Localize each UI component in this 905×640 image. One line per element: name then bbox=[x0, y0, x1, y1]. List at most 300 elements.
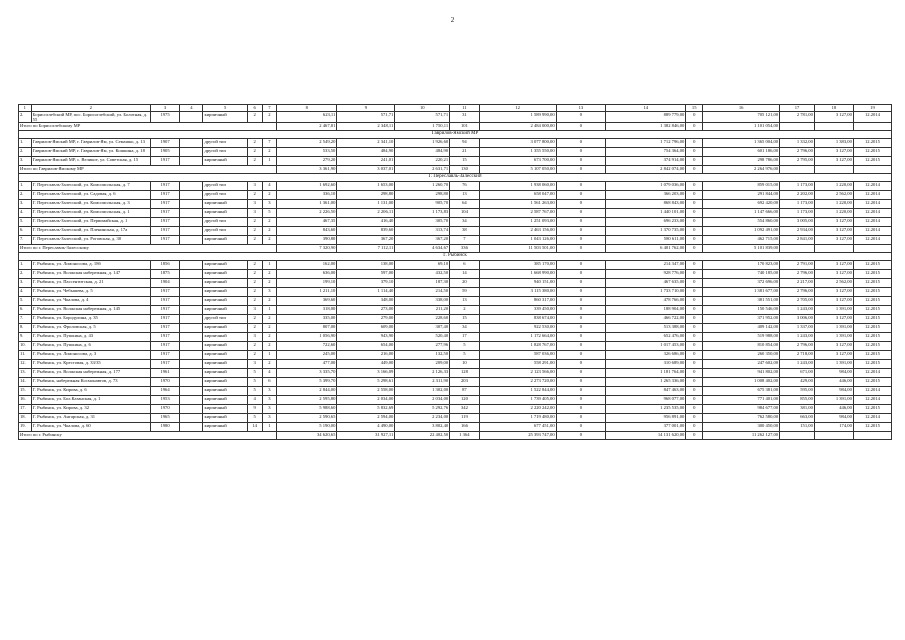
table-cell: 0 bbox=[556, 218, 606, 227]
table-cell: 12.2014 bbox=[853, 387, 891, 396]
table-row bbox=[19, 200, 892, 209]
column-number: 6 bbox=[247, 105, 262, 112]
table-cell: 1917 bbox=[150, 324, 180, 333]
table-cell: 0 bbox=[686, 261, 703, 270]
table-cell: 2 234,00 bbox=[395, 414, 450, 423]
total-cell bbox=[853, 245, 891, 253]
table-cell: 5. bbox=[19, 218, 32, 227]
table-cell: 0 bbox=[556, 261, 606, 270]
table-cell: 2 bbox=[247, 288, 262, 297]
table-cell: 1. bbox=[19, 182, 32, 191]
table-cell: 15 bbox=[450, 157, 480, 166]
table-cell: 0 bbox=[556, 324, 606, 333]
total-cell: 2 467,81 bbox=[277, 123, 337, 131]
table-cell: 3 127,00 bbox=[814, 112, 853, 123]
table-cell: кирпичный bbox=[203, 378, 247, 387]
table-cell: 1917 bbox=[150, 360, 180, 369]
table-cell: 1917 bbox=[150, 351, 180, 360]
section-row bbox=[19, 253, 892, 261]
table-cell bbox=[180, 148, 203, 157]
table-cell: Г. Переславль-Залесский, ул. Комсомольская, д. 1 bbox=[31, 209, 150, 218]
total-cell: 0 bbox=[686, 166, 703, 174]
table-cell bbox=[180, 157, 203, 166]
table-cell: 2. bbox=[19, 270, 32, 279]
table-cell: 0 bbox=[686, 139, 703, 148]
table-cell: 298 786,00 bbox=[703, 157, 780, 166]
table-cell: 1 391,00 bbox=[814, 360, 853, 369]
table-cell: 3 127,00 bbox=[814, 270, 853, 279]
table-cell: 214 347,00 bbox=[606, 261, 686, 270]
total-cell bbox=[814, 123, 853, 131]
section-row bbox=[19, 131, 892, 139]
table-cell: 1 370 735,00 bbox=[606, 227, 686, 236]
table-cell: 12.2015 bbox=[853, 324, 891, 333]
table-cell: 0 bbox=[686, 279, 703, 288]
table-cell: 1 bbox=[262, 261, 277, 270]
table-cell: 12.2015 bbox=[853, 157, 891, 166]
table-cell: 0 bbox=[556, 315, 606, 324]
table-cell: 245,00 bbox=[277, 351, 337, 360]
table-cell: 1 220,00 bbox=[814, 182, 853, 191]
table-cell: 3 bbox=[262, 405, 277, 414]
table-cell: 2 bbox=[262, 191, 277, 200]
table-cell: 2 034,00 bbox=[337, 396, 395, 405]
table-cell: 1917 bbox=[150, 200, 180, 209]
total-row bbox=[19, 245, 892, 253]
table-cell: 940 151,00 bbox=[479, 279, 556, 288]
table-row bbox=[19, 148, 892, 157]
table-cell: 0 bbox=[686, 324, 703, 333]
table-cell: 984,00 bbox=[814, 369, 853, 378]
table-cell: Гаврилов-Ямский МР, г. Гаврилов-Ям, ул. Семашко, д. 13 bbox=[31, 139, 150, 148]
table-cell: 338,00 bbox=[395, 297, 450, 306]
table-cell: 174,00 bbox=[814, 423, 853, 432]
table-cell: 1 260,70 bbox=[395, 182, 450, 191]
table-cell: 336,10 bbox=[277, 191, 337, 200]
table-cell: 2 796,00 bbox=[780, 342, 815, 351]
table-cell: Г. Переславль-Залесский, ул. Пленинская, д. 17а bbox=[31, 227, 150, 236]
table-cell: 279,20 bbox=[277, 157, 337, 166]
table-cell: 307,40 bbox=[395, 324, 450, 333]
table-cell: 326 686,00 bbox=[606, 351, 686, 360]
table-cell: 478 766,00 bbox=[606, 297, 686, 306]
table-cell: 3 bbox=[262, 200, 277, 209]
table-cell: 19. bbox=[19, 423, 32, 432]
table-row bbox=[19, 182, 892, 191]
total-row bbox=[19, 123, 892, 131]
total-cell: 2 484 000,00 bbox=[479, 123, 556, 131]
table-cell: 17 bbox=[450, 333, 480, 342]
total-cell: 22 402,50 bbox=[395, 432, 450, 440]
table-cell: 0 bbox=[556, 423, 606, 432]
table-cell: 2 bbox=[247, 227, 262, 236]
table-cell bbox=[180, 279, 203, 288]
table-cell: 984,00 bbox=[814, 387, 853, 396]
table-cell: 21 bbox=[450, 148, 480, 157]
table-cell: Г. Рыбинск, ул. Бородулина, д. 35 bbox=[31, 315, 150, 324]
table-cell: 0 bbox=[686, 423, 703, 432]
table-cell: 5 988,60 bbox=[277, 405, 337, 414]
table-cell: 554 860,00 bbox=[703, 218, 780, 227]
table-cell: 12.2015 bbox=[853, 378, 891, 387]
table-cell: 2 341,10 bbox=[337, 139, 395, 148]
table-cell: 0 bbox=[686, 405, 703, 414]
table-cell: 0 bbox=[686, 342, 703, 351]
table-row bbox=[19, 369, 892, 378]
table-cell: 1 220,00 bbox=[814, 209, 853, 218]
table-cell: 4. bbox=[19, 288, 32, 297]
table-cell: 663,00 bbox=[780, 414, 815, 423]
total-label: Итого по г. Переславль-Залесскому bbox=[19, 245, 277, 253]
table-cell: кирпичный bbox=[203, 157, 247, 166]
table-cell: 1 522 844,00 bbox=[479, 387, 556, 396]
table-cell: 2 206,11 bbox=[337, 209, 395, 218]
table-cell: 138,00 bbox=[337, 261, 395, 270]
table-cell: 1 bbox=[262, 423, 277, 432]
table-cell: 3 802,40 bbox=[395, 423, 450, 432]
table-cell: 3 127,00 bbox=[814, 261, 853, 270]
table-cell: кирпичный bbox=[203, 387, 247, 396]
table-cell: кирпичный bbox=[203, 405, 247, 414]
table-cell: 12.2015 bbox=[853, 351, 891, 360]
table-cell: 519 988,00 bbox=[703, 333, 780, 342]
table-cell: 2 bbox=[247, 236, 262, 245]
table-cell: 0 bbox=[686, 315, 703, 324]
table-cell: 922 530,00 bbox=[479, 324, 556, 333]
table-cell bbox=[180, 261, 203, 270]
table-cell: 12.2015 bbox=[853, 148, 891, 157]
total-cell bbox=[853, 123, 891, 131]
table-cell bbox=[180, 200, 203, 209]
column-number: 5 bbox=[203, 105, 247, 112]
table-cell bbox=[180, 227, 203, 236]
table-cell: 241,01 bbox=[337, 157, 395, 166]
table-cell: 652 476,00 bbox=[606, 333, 686, 342]
table-cell bbox=[180, 236, 203, 245]
table-cell: 1 739 405,00 bbox=[479, 396, 556, 405]
table-cell: 762 580,00 bbox=[703, 414, 780, 423]
table-cell: 120 bbox=[450, 396, 480, 405]
table-cell: 0 bbox=[556, 396, 606, 405]
total-label: Итого по г. Рыбинску bbox=[19, 432, 277, 440]
table-cell: 12.2015 bbox=[853, 360, 891, 369]
table-cell: 3 127,00 bbox=[814, 297, 853, 306]
table-row bbox=[19, 360, 892, 369]
table-cell: Борисоглебский МР, пос. Борисоглебский, ул. Болотная, д. 55 bbox=[31, 112, 150, 123]
table-row bbox=[19, 342, 892, 351]
total-cell bbox=[780, 166, 815, 174]
table-cell: 1 056,90 bbox=[277, 333, 337, 342]
table-cell: 12.2015 bbox=[853, 306, 891, 315]
table-cell: 1 383,00 bbox=[814, 139, 853, 148]
table-cell bbox=[180, 209, 203, 218]
table-cell: другой тип bbox=[203, 182, 247, 191]
table-cell: 132,50 bbox=[395, 351, 450, 360]
table-cell: 0 bbox=[686, 396, 703, 405]
table-cell: 1 828 767,00 bbox=[479, 342, 556, 351]
table-row bbox=[19, 139, 892, 148]
table-cell: 2 202,00 bbox=[780, 191, 815, 200]
table-cell: 1917 bbox=[150, 182, 180, 191]
total-cell: 1 382 846,00 bbox=[606, 123, 686, 131]
table-cell: кирпичный bbox=[203, 333, 247, 342]
table-cell: 12.2014 bbox=[853, 209, 891, 218]
table-cell: 484,90 bbox=[395, 148, 450, 157]
table-cell: 0 bbox=[686, 218, 703, 227]
total-cell: 7 112,11 bbox=[337, 245, 395, 253]
total-cell: 6 401 762,00 bbox=[606, 245, 686, 253]
table-cell: другой тип bbox=[203, 315, 247, 324]
table-cell: кирпичный bbox=[203, 261, 247, 270]
table-cell: 807,00 bbox=[277, 324, 337, 333]
table-cell: 2 311,90 bbox=[395, 378, 450, 387]
table-row bbox=[19, 227, 892, 236]
total-cell: 0 bbox=[556, 245, 606, 253]
table-cell: 5 bbox=[247, 378, 262, 387]
table-cell: 2 bbox=[247, 342, 262, 351]
table-cell: 860 317,00 bbox=[479, 297, 556, 306]
table-cell: 2 273 720,00 bbox=[479, 378, 556, 387]
total-cell: 3 037,01 bbox=[337, 166, 395, 174]
table-cell: 7 bbox=[450, 236, 480, 245]
total-cell: 1 101 054,00 bbox=[703, 123, 780, 131]
table-cell: 1 589 990,00 bbox=[479, 112, 556, 123]
table-cell: 6. bbox=[19, 227, 32, 236]
table-cell: 1 653,00 bbox=[337, 182, 395, 191]
table-cell: 1917 bbox=[150, 218, 180, 227]
table-cell: кирпичный bbox=[203, 200, 247, 209]
table-cell: 1856 bbox=[150, 261, 180, 270]
table-cell: 416,40 bbox=[337, 218, 395, 227]
table-cell: 3 bbox=[262, 288, 277, 297]
table-cell: 0 bbox=[556, 351, 606, 360]
table-cell: 0 bbox=[686, 148, 703, 157]
table-cell: 4 490,00 bbox=[337, 423, 395, 432]
table-cell: 2 796,00 bbox=[780, 288, 815, 297]
table-cell: 7. bbox=[19, 315, 32, 324]
table-cell bbox=[180, 378, 203, 387]
column-number: 10 bbox=[395, 105, 450, 112]
table-row bbox=[19, 333, 892, 342]
table-cell: 12.2014 bbox=[853, 369, 891, 378]
table-cell: 10 bbox=[450, 360, 480, 369]
table-row bbox=[19, 112, 892, 123]
table-cell: 0 bbox=[686, 414, 703, 423]
column-number: 11 bbox=[450, 105, 480, 112]
table-cell: 367,20 bbox=[337, 236, 395, 245]
total-cell: 0 bbox=[556, 123, 606, 131]
total-row bbox=[19, 166, 892, 174]
table-cell bbox=[180, 414, 203, 423]
table-cell: Г. Рыбинск, ул. Ангарская, д. 31 bbox=[31, 414, 150, 423]
table-cell: 12.2014 bbox=[853, 191, 891, 200]
table-cell: 0 bbox=[556, 227, 606, 236]
table-cell: 12.2015 bbox=[853, 315, 891, 324]
total-cell: 34 620,65 bbox=[277, 432, 337, 440]
total-cell: 3 361,90 bbox=[277, 166, 337, 174]
total-cell: 11 503 501,00 bbox=[479, 245, 556, 253]
table-cell: 2 587 767,00 bbox=[479, 209, 556, 218]
table-cell: Г. Переславль-Залесский, ул. Комсомольская, д. 7 bbox=[31, 182, 150, 191]
table-cell: 1917 bbox=[150, 209, 180, 218]
table-cell: 2 bbox=[247, 315, 262, 324]
table-cell: другой тип bbox=[203, 148, 247, 157]
table-cell: 1 355 550,00 bbox=[479, 148, 556, 157]
table-cell: 2 934,00 bbox=[780, 227, 815, 236]
table-cell: 2 bbox=[262, 342, 277, 351]
table-cell: 209,00 bbox=[395, 360, 450, 369]
total-cell bbox=[814, 166, 853, 174]
table-cell: 467,35 bbox=[277, 218, 337, 227]
table-cell: 119 bbox=[450, 414, 480, 423]
table-cell: 1 147 666,00 bbox=[703, 209, 780, 218]
table-cell: 580 611,00 bbox=[606, 236, 686, 245]
table-cell: 520,40 bbox=[395, 333, 450, 342]
table-row bbox=[19, 378, 892, 387]
total-cell: 2 631,71 bbox=[395, 166, 450, 174]
table-cell: 18. bbox=[19, 414, 32, 423]
table-cell: 0 bbox=[686, 360, 703, 369]
table-cell: 2. bbox=[19, 148, 32, 157]
table-cell: 0 bbox=[686, 306, 703, 315]
column-number: 2 bbox=[31, 105, 150, 112]
total-cell: 31 927,11 bbox=[337, 432, 395, 440]
table-cell: 1 251 093,00 bbox=[479, 218, 556, 227]
table-cell: 0 bbox=[686, 387, 703, 396]
table-cell: 1 243,00 bbox=[780, 333, 815, 342]
table-row bbox=[19, 236, 892, 245]
table-cell: Г. Переславль-Залесский, ул. Первомайская, д. 1 bbox=[31, 218, 150, 227]
table-cell: 371 952,00 bbox=[703, 315, 780, 324]
table-cell: 2 bbox=[247, 148, 262, 157]
table-cell: 12.2015 bbox=[853, 279, 891, 288]
table-cell: Г. Переславль-Залесский, ул. Комсомольская, д. 3 bbox=[31, 200, 150, 209]
table-row bbox=[19, 261, 892, 270]
table-row bbox=[19, 297, 892, 306]
table-cell: 0 bbox=[556, 182, 606, 191]
table-cell: 216,00 bbox=[337, 351, 395, 360]
table-cell: 0 bbox=[686, 236, 703, 245]
table-cell: кирпичный bbox=[203, 209, 247, 218]
table-cell: 839,60 bbox=[337, 227, 395, 236]
column-number: 15 bbox=[686, 105, 703, 112]
table-cell: 4 bbox=[262, 182, 277, 191]
table-cell: 1 265 336,00 bbox=[606, 378, 686, 387]
table-cell: 513 388,00 bbox=[606, 324, 686, 333]
table-cell: 13 bbox=[450, 191, 480, 200]
table-cell: 3 127,00 bbox=[814, 315, 853, 324]
table-cell: 722,60 bbox=[277, 342, 337, 351]
table-cell: 12.2015 bbox=[853, 333, 891, 342]
table-cell: 2 841,00 bbox=[780, 236, 815, 245]
table-row bbox=[19, 191, 892, 200]
table-cell: 1 bbox=[262, 157, 277, 166]
table-cell: 4 bbox=[262, 369, 277, 378]
table-cell: 0 bbox=[556, 369, 606, 378]
table-row bbox=[19, 209, 892, 218]
table-cell: 1 173,00 bbox=[780, 182, 815, 191]
table-cell: 379,10 bbox=[337, 279, 395, 288]
table-cell: 1953 bbox=[150, 396, 180, 405]
column-number: 1 bbox=[19, 105, 32, 112]
table-cell: 128 bbox=[450, 369, 480, 378]
table-cell: кирпичный bbox=[203, 423, 247, 432]
table-cell: 390,80 bbox=[277, 236, 337, 245]
table-cell: 2 795,00 bbox=[780, 157, 815, 166]
table-cell: 0 bbox=[686, 200, 703, 209]
table-cell: Г. Рыбинск, ул. Крестовая, д. 33/35 bbox=[31, 360, 150, 369]
table-cell: 279,00 bbox=[337, 315, 395, 324]
table-cell: 2 bbox=[450, 306, 480, 315]
table-cell: 843,60 bbox=[277, 227, 337, 236]
table-cell bbox=[180, 182, 203, 191]
table-cell: 273,00 bbox=[337, 306, 395, 315]
table-cell: 7. bbox=[19, 236, 32, 245]
table-cell: 2 bbox=[247, 157, 262, 166]
table-cell: 1 114,40 bbox=[337, 288, 395, 297]
table-cell: 14. bbox=[19, 378, 32, 387]
table-cell: 2 bbox=[262, 315, 277, 324]
table-cell: 9. bbox=[19, 333, 32, 342]
table-cell: 855,00 bbox=[780, 396, 815, 405]
table-cell: 810 854,00 bbox=[703, 342, 780, 351]
table-cell bbox=[180, 360, 203, 369]
table-cell: 5 bbox=[247, 414, 262, 423]
table-cell: 1 172 664,00 bbox=[479, 333, 556, 342]
table-cell: 0 bbox=[556, 270, 606, 279]
table-cell: 984 677,00 bbox=[703, 405, 780, 414]
table-cell: Г. Рыбинск, ул. Чкалова, д. 4 bbox=[31, 297, 150, 306]
table-cell: 941 802,00 bbox=[703, 369, 780, 378]
column-number: 4 bbox=[180, 105, 203, 112]
total-cell: 14 131 620,00 bbox=[606, 432, 686, 440]
table-cell: 1 173,00 bbox=[780, 200, 815, 209]
table-cell: 1 361,00 bbox=[277, 200, 337, 209]
table-cell: 2 bbox=[262, 324, 277, 333]
table-row bbox=[19, 351, 892, 360]
table-cell: 0 bbox=[556, 288, 606, 297]
table-cell: 2 bbox=[247, 191, 262, 200]
table-cell: 558 291,00 bbox=[479, 360, 556, 369]
table-cell: 374 914,00 bbox=[606, 157, 686, 166]
table-cell: 446,00 bbox=[814, 405, 853, 414]
table-cell: 449,00 bbox=[337, 360, 395, 369]
table-cell: 1 391,00 bbox=[814, 324, 853, 333]
table-cell bbox=[180, 288, 203, 297]
table-cell: 1 440 101,00 bbox=[606, 209, 686, 218]
table-cell: 5 292,76 bbox=[395, 405, 450, 414]
table-cell: 228,60 bbox=[395, 315, 450, 324]
table-cell: 348,00 bbox=[337, 297, 395, 306]
table-cell: 1907 bbox=[150, 139, 180, 148]
table-cell: 2 034,00 bbox=[395, 396, 450, 405]
table-cell: 2 bbox=[247, 270, 262, 279]
table-cell: 1961 bbox=[150, 369, 180, 378]
table-cell: 13 bbox=[450, 297, 480, 306]
table-cell: 76 bbox=[450, 182, 480, 191]
table-cell: кирпичный bbox=[203, 279, 247, 288]
table-cell: 34 bbox=[450, 324, 480, 333]
table-cell: 0 bbox=[556, 236, 606, 245]
table-row bbox=[19, 396, 892, 405]
table-cell: 943,90 bbox=[337, 333, 395, 342]
table-cell bbox=[180, 405, 203, 414]
table-cell: 310 689,00 bbox=[606, 360, 686, 369]
table-cell: 12.2014 bbox=[853, 182, 891, 191]
table-cell: 1 668 990,00 bbox=[479, 270, 556, 279]
table-cell: 5. bbox=[19, 297, 32, 306]
total-cell: 336 bbox=[450, 245, 480, 253]
